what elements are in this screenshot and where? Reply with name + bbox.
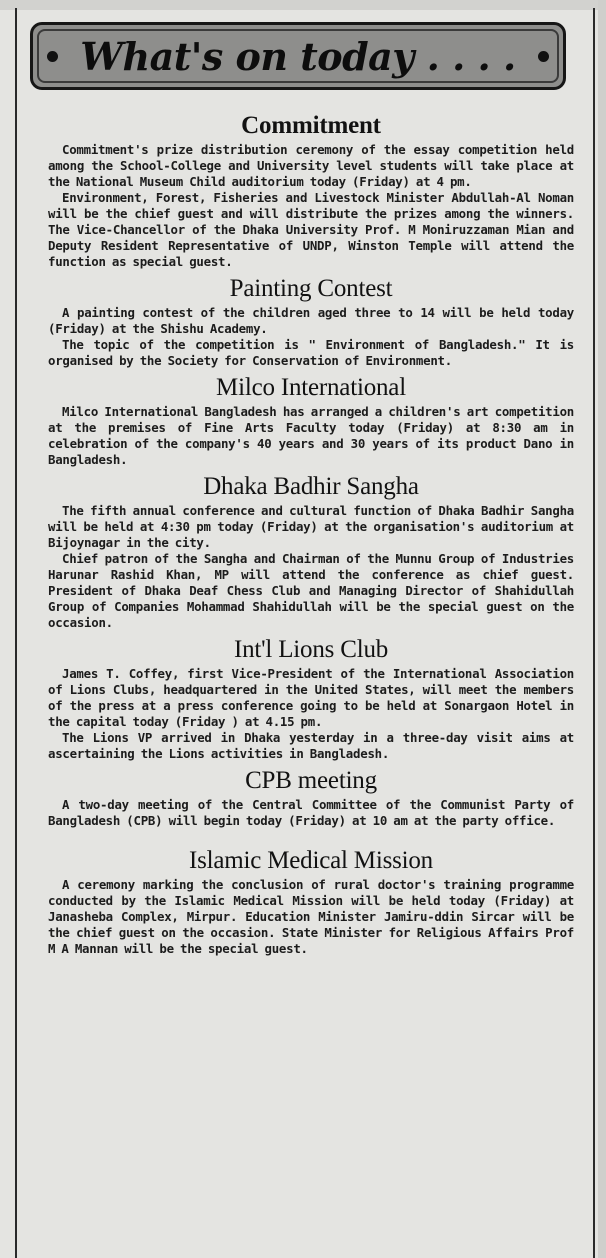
section-cpb-meeting <box>48 767 574 829</box>
section-heading: CPB meeting <box>245 767 377 794</box>
section-paragraph: A two-day meeting of the Central Committee of the Communist Party of Bangladesh (CPB) will begin today (Friday) at 10 am at the party office. <box>48 797 574 828</box>
section-paragraph: Commitment's prize distribution ceremony of the essay competition held among the School-College and University level students will take place at the National Museum Child auditorium today (Friday) at 4 pm. <box>48 142 574 189</box>
page-right-edge <box>598 0 606 1258</box>
section-paragraph: A ceremony marking the conclusion of rural doctor's training programme conducted by the Islamic Medical Mission will be held today (Friday) at Janasheba Complex, Mirpur. Education Minister Jamiru-ddin Sircar will be the chief guest on the occasion. State Minister for Religious Affairs Prof M A Mannan will be the special guest. <box>48 877 574 956</box>
section-painting-contest <box>48 275 574 369</box>
section-paragraph: The Lions VP arrived in Dhaka yesterday in a three-day visit aims at ascertaining the Lions activities in Bangladesh. <box>48 730 574 761</box>
section-paragraph: The topic of the competition is " Environment of Bangladesh." It is organised by the Society for Conservation of Environment. <box>48 337 574 368</box>
section-heading: Painting Contest <box>229 275 393 302</box>
section-paragraph: The fifth annual conference and cultural function of Dhaka Badhir Sangha will be held at 4:30 pm today (Friday) at the organisation's auditorium at Bijoynagar in the city. <box>48 503 574 550</box>
section-milco-international <box>48 374 574 468</box>
section-paragraph: Milco International Bangladesh has arranged a children's art competition at the premises of Fine Arts Faculty today (Friday) at 8:30 am in celebration of the company's 40 years and 30 years of its product Dano in Bangladesh. <box>48 404 574 467</box>
banner-bullet-right <box>538 51 549 62</box>
section-islamic-medical-mission <box>48 847 574 957</box>
banner-title: What's on today . . . . <box>80 33 516 79</box>
section-paragraph: Environment, Forest, Fisheries and Livestock Minister Abdullah-Al Noman will be the chief guest and will distribute the prizes among the winners. The Vice-Chancellor of the Dhaka University Prof. M Moniruzzaman Mian and Deputy Resident Representative of UNDP, Winston Temple will attend the function as special guest. <box>48 190 574 269</box>
whats-on-today-banner <box>30 22 566 90</box>
section-heading: Dhaka Badhir Sangha <box>203 473 419 500</box>
section-heading: Commitment <box>241 112 381 139</box>
section-intl-lions-club <box>48 636 574 762</box>
banner-bullet-left <box>47 51 58 62</box>
section-commitment <box>48 112 574 270</box>
article-column <box>48 112 574 957</box>
section-paragraph: A painting contest of the children aged three to 14 will be held today (Friday) at the Shishu Academy. <box>48 305 574 336</box>
section-heading: Int'l Lions Club <box>233 636 389 663</box>
section-heading: Milco International <box>216 374 406 401</box>
section-heading: Islamic Medical Mission <box>189 847 433 874</box>
section-paragraph: James T. Coffey, first Vice-President of the International Association of Lions Clubs, headquartered in the United States, will meet the members of the press at a press conference going to be held at Sonargaon Hotel in the capital today (Friday ) at 4.15 pm. <box>48 666 574 729</box>
section-dhaka-badhir-sangha <box>48 473 574 631</box>
section-paragraph: Chief patron of the Sangha and Chairman of the Munnu Group of Industries Harunar Rashid Khan, MP will attend the conference as chief guest. President of Dhaka Deaf Chess Club and Managing Director of Shahidullah Group of Companies Mohammad Shahidullah will be the special guest on the occasion. <box>48 551 574 630</box>
